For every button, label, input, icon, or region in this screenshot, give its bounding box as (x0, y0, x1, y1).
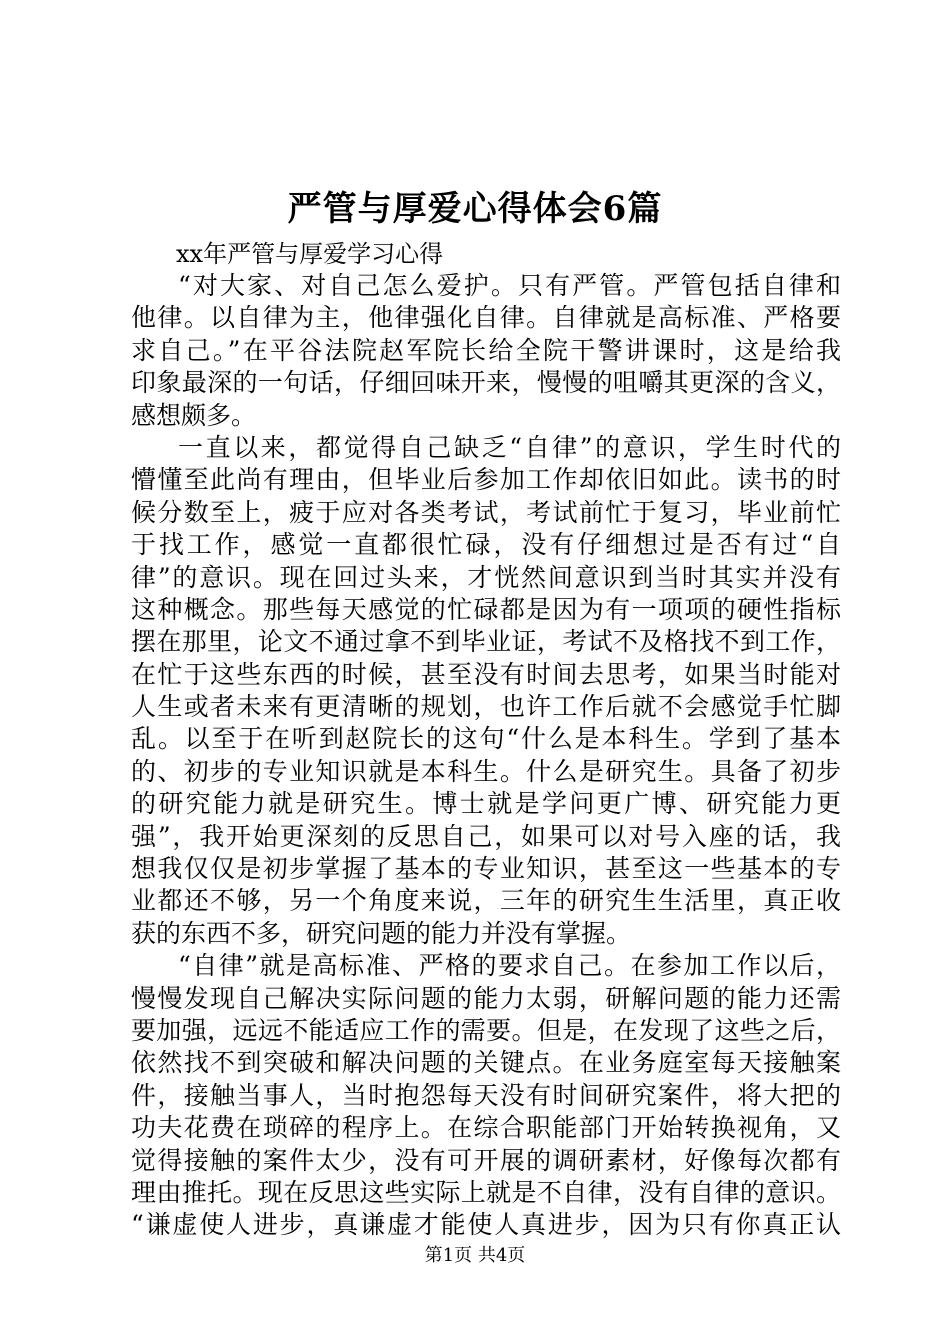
text-line: “自律”就是高标准、严格的要求自己。在参加工作以后， (178, 951, 841, 981)
text-line: 的研究能力就是研究生。博士就是学问更广博、研究能力更 (131, 789, 841, 819)
text-line: 业都还不够，另一个角度来说，三年的研究生生活里，真正收 (131, 886, 841, 916)
text-line: “对大家、对自己怎么爱护。只有严管。严管包括自律和 (178, 271, 841, 300)
text-line: 这种概念。那些每天感觉的忙碌都是因为有一项项的硬性指标 (131, 594, 841, 624)
text-line: 感想颇多。 (131, 400, 257, 430)
text-line: 的、初步的专业知识就是本科生。什么是研究生。具备了初步 (131, 756, 841, 786)
text-line: 人生或者未来有更清晰的规划，也许工作后就不会感觉手忙脚 (131, 692, 841, 722)
text-line: 于找工作，感觉一直都很忙碌，没有仔细想过是否有过“自 (131, 530, 841, 560)
text-line: 一直以来，都觉得自己缺乏“自律”的意识，学生时代的 (178, 432, 841, 462)
text-line: 依然找不到突破和解决问题的关键点。在业务庭室每天接触案 (131, 1048, 841, 1078)
text-line: 获的东西不多，研究问题的能力并没有掌握。 (131, 918, 632, 948)
text-line: 求自己。”在平谷法院赵军院长给全院干警讲课时，这是给我 (131, 335, 841, 365)
text-line: 他律。以自律为主，他律强化自律。自律就是高标准、严格要 (131, 303, 841, 333)
text-line: 候分数至上，疲于应对各类考试，考试前忙于复习，毕业前忙 (131, 497, 841, 527)
page-indicator: 第1页 共4页 (424, 1245, 526, 1266)
text-line: 理由推托。现在反思这些实际上就是不自律，没有自律的意识。 (131, 1177, 841, 1207)
text-line: 件，接触当事人，当时抱怨每天没有时间研究案件，将大把的 (131, 1080, 841, 1110)
text-line: 印象最深的一句话，仔细回味开来，慢慢的咀嚼其更深的含义， (131, 368, 841, 398)
text-line: “谦虚使人进步，真谦虚才能使人真进步，因为只有你真正认 (131, 1210, 841, 1240)
page-title: 严管与厚爱心得体会6篇 (287, 189, 663, 229)
body-text (131, 270, 841, 1242)
text-line: 慢慢发现自己解决实际问题的能力太弱，研解问题的能力还需 (131, 983, 841, 1013)
text-line: 律”的意识。现在回过头来，才恍然间意识到当时其实并没有 (131, 562, 841, 592)
text-line: 功夫花费在琐碎的程序上。在综合职能部门开始转换视角，又 (131, 1113, 841, 1143)
text-line: 懵懂至此尚有理由，但毕业后参加工作却依旧如此。读书的时 (131, 465, 841, 495)
text-line: 在忙于这些东西的时候，甚至没有时间去思考，如果当时能对 (131, 659, 841, 689)
text-line: 要加强，远远不能适应工作的需要。但是，在发现了这些之后， (131, 1015, 841, 1045)
text-line: 强”，我开始更深刻的反思自己，如果可以对号入座的话，我 (131, 821, 841, 851)
text-line: 摆在那里，论文不通过拿不到毕业证，考试不及格找不到工作， (131, 627, 841, 657)
subtitle: xx年严管与厚爱学习心得 (176, 240, 444, 268)
text-line: 想我仅仅是初步掌握了基本的专业知识，甚至这一些基本的专 (131, 854, 841, 884)
text-line: 乱。以至于在听到赵院长的这句“什么是本科生。学到了基本 (131, 724, 841, 754)
text-line: 觉得接触的案件太少，没有可开展的调研素材，好像每次都有 (131, 1145, 841, 1175)
